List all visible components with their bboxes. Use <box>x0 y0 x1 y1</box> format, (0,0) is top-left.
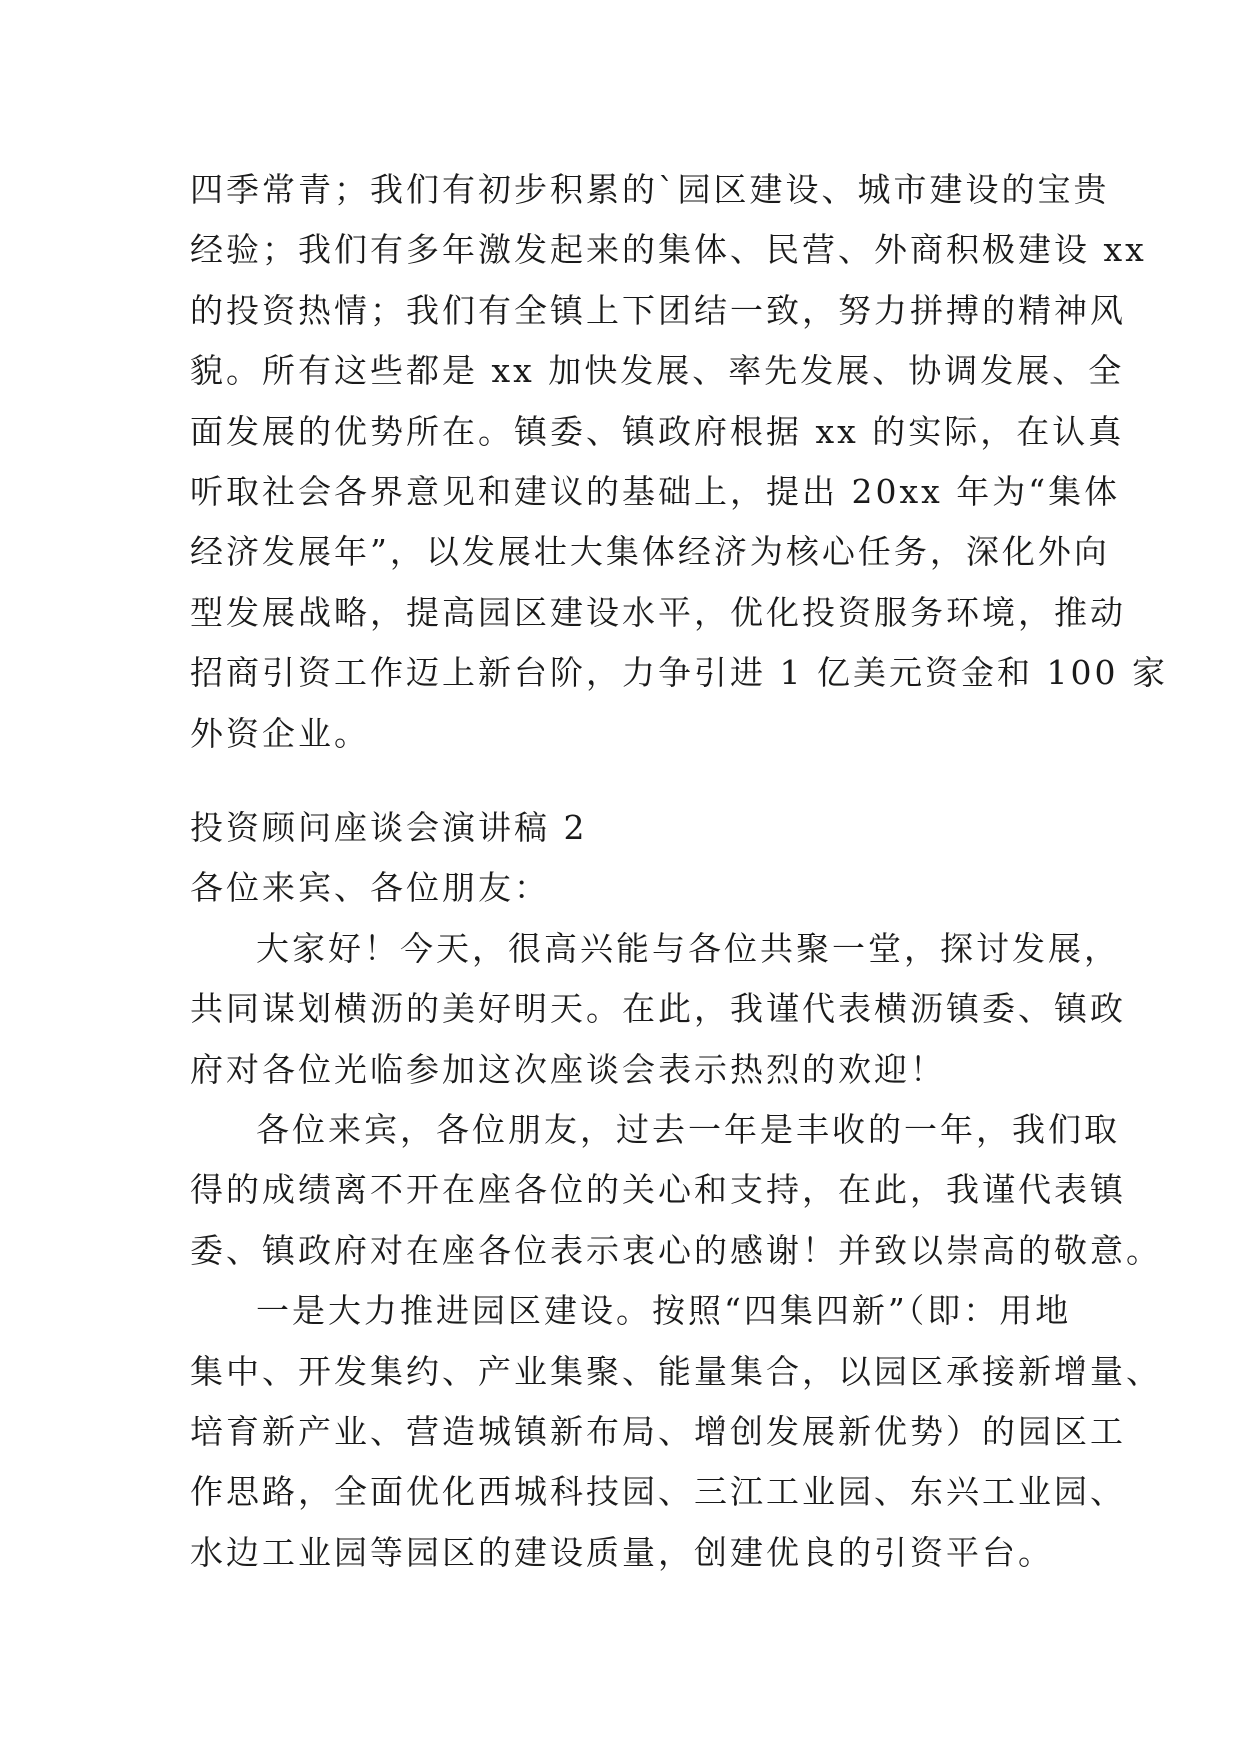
text-line: 外资企业。 <box>190 713 370 753</box>
continuation-paragraph <box>190 160 1168 764</box>
text-line: 水边工业园等园区的建设质量，创建优良的引资平台。 <box>190 1532 1054 1572</box>
text-line: 面发展的优势所在。镇委、镇政府根据 xx 的实际，在认真 <box>190 411 1125 451</box>
text-line: 型发展战略，提高园区建设水平，优化投资服务环境，推动 <box>190 592 1126 632</box>
speech-paragraph-thanks <box>190 1100 1162 1281</box>
speech-paragraph-park-construction <box>190 1281 1162 1583</box>
salutation: 各位来宾、各位朋友： <box>190 868 550 908</box>
text-line: 经验；我们有多年激发起来的集体、民营、外商积极建设 xx <box>190 230 1147 270</box>
text-line: 四季常青；我们有初步积累的`园区建设、城市建设的宝贵 <box>190 170 1110 209</box>
text-line: 招商引资工作迈上新台阶，力争引进 1 亿美元资金和 100 家 <box>190 653 1168 693</box>
text-line: 得的成绩离不开在座各位的关心和支持，在此，我谨代表镇 <box>190 1170 1126 1210</box>
text-line: 培育新产业、营造城镇新布局、增创发展新优势）的园区工 <box>190 1411 1126 1451</box>
text-line: 貌。所有这些都是 xx 加快发展、率先发展、协调发展、全 <box>190 351 1125 391</box>
speech-title: 投资顾问座谈会演讲稿 2 <box>190 808 588 847</box>
text-line: 作思路，全面优化西城科技园、三江工业园、东兴工业园、 <box>190 1472 1126 1512</box>
text-line: 的投资热情；我们有全镇上下团结一致，努力拼搏的精神风 <box>190 290 1126 330</box>
text-line: 府对各位光临参加这次座谈会表示热烈的欢迎！ <box>190 1049 946 1089</box>
speech-paragraph-welcome <box>190 919 1126 1100</box>
text-line: 委、镇政府对在座各位表示衷心的感谢！并致以崇高的敬意。 <box>190 1230 1162 1270</box>
text-line: 一是大力推进园区建设。按照“四集四新”（即：用地 <box>256 1291 1072 1331</box>
text-line: 共同谋划横沥的美好明天。在此，我谨代表横沥镇委、镇政 <box>190 989 1126 1029</box>
text-line: 集中、开发集约、产业集聚、能量集合，以园区承接新增量、 <box>190 1351 1162 1391</box>
speech-section <box>190 798 1162 1583</box>
text-line: 听取社会各界意见和建议的基础上，提出 20xx 年为“集体 <box>190 471 1121 511</box>
text-line: 经济发展年”，以发展壮大集体经济为核心任务，深化外向 <box>190 532 1110 572</box>
text-line: 各位来宾，各位朋友，过去一年是丰收的一年，我们取 <box>256 1109 1120 1149</box>
text-line: 大家好！今天，很高兴能与各位共聚一堂，探讨发展， <box>256 928 1120 968</box>
